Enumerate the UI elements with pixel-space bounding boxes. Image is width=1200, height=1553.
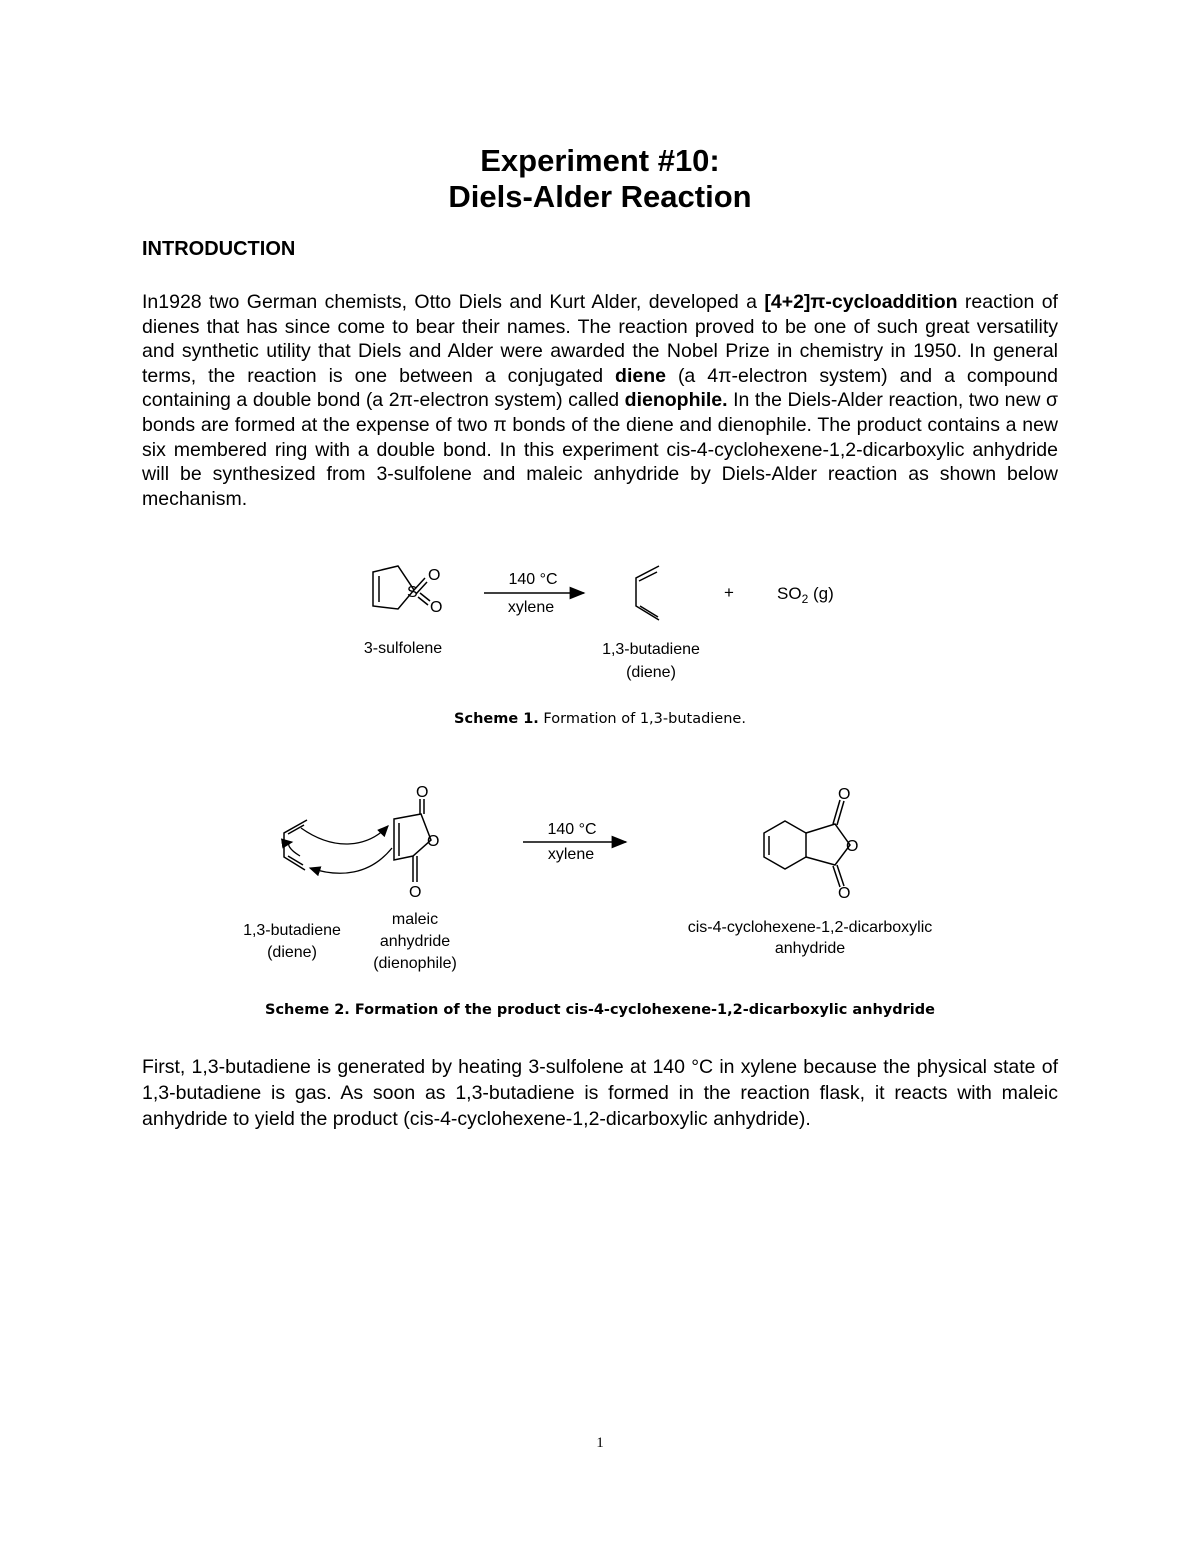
electron-flow-arrows: [289, 826, 392, 873]
page-number: 1: [596, 1435, 604, 1451]
scheme1-conditions-solvent: xylene: [507, 599, 555, 616]
document-title-line2: Diels-Alder Reaction: [448, 179, 752, 214]
intro-text-3: (a 4π-electron system) and a compound containing a double bond (a 2π-electron system) called: [142, 364, 1058, 412]
scheme1-caption-label: Scheme 1.: [454, 711, 539, 727]
closing-paragraph: First, 1,3-butadiene is generated by heating 3-sulfolene at 140 °C in xylene because the physical state of 1,3-butadiene is gas. As soon as 1,3-butadiene is formed in the reaction flask, it reacts with maleic anhydride to yield the product (cis-4-cyclohexene-1,2-dicarboxylic anhydride).: [142, 1056, 1058, 1130]
sulfolene-label: 3-sulfolene: [363, 640, 443, 657]
so2-subscript: 2: [801, 592, 809, 606]
sulfur-dioxide-formula: [777, 584, 834, 606]
maleic-atom-o-top: O: [416, 784, 429, 801]
intro-text-2: reaction of dienes that has since come to bear their names. The reaction proved to be one of such great versatility and synthetic utility that Diels and Alder were awarded the Nobel Prize in chemistry in 1950. In general terms, the reaction is one between a conjugated: [142, 291, 1058, 387]
product-label-2: anhydride: [774, 940, 846, 957]
diene-label-2: (diene): [267, 944, 317, 961]
dienophile-label-1: maleic: [391, 911, 439, 928]
diene-label-1: 1,3-butadiene: [243, 922, 341, 939]
sulfolene-atom-s: S: [407, 584, 418, 601]
sulfolene-atom-o-bottom: O: [430, 599, 443, 616]
intro-text-1: In1928 two German chemists, Otto Diels and Kurt Alder, developed a: [142, 291, 765, 313]
product-label-1: cis-4-cyclohexene-1,2-dicarboxylic: [687, 919, 933, 936]
dienophile-label-3: (dienophile): [373, 955, 457, 972]
butadiene-label-2: (diene): [626, 664, 676, 681]
so2-state: (g): [808, 584, 834, 603]
product-atom-o-ring: O: [846, 838, 859, 855]
scheme1-conditions-temp: 140 °C: [508, 571, 558, 588]
sulfolene-atom-o-top: O: [428, 567, 441, 584]
scheme1-caption: [0, 711, 1200, 727]
scheme2-caption: Scheme 2. Formation of the product cis-4-cyclohexene-1,2-dicarboxylic anhydride: [265, 1002, 935, 1018]
scheme1-caption-text: Formation of 1,3-butadiene.: [538, 711, 746, 727]
intro-bold-dienophile: dienophile.: [624, 389, 728, 412]
intro-text-4: In the Diels-Alder reaction, two new σ bonds are formed at the expense of two π bonds of the diene and dienophile. The product contains a new six membered ring with a double bond. In this experiment cis-4-cyclohexene-1,2-dicarboxylic anhydride will be synthesized from 3-sulfolene and maleic anhydride by Diels-Alder reaction as shown below mechanism.: [142, 389, 1058, 510]
scheme2-conditions-solvent: xylene: [547, 846, 595, 863]
maleic-anhydride-structure: [394, 799, 431, 882]
butadiene-label-1: 1,3-butadiene: [602, 641, 700, 658]
scheme1-plus: +: [724, 583, 734, 602]
document-title-line1: Experiment #10:: [480, 143, 720, 178]
dienophile-label-2: anhydride: [379, 933, 451, 950]
section-heading: INTRODUCTION: [142, 238, 296, 260]
maleic-atom-o-ring: O: [427, 833, 440, 850]
product-structure: [764, 800, 850, 887]
product-atom-o-top: O: [838, 786, 851, 803]
scheme2-conditions-temp: 140 °C: [547, 821, 597, 838]
product-atom-o-bottom: O: [838, 885, 851, 902]
intro-bold-diene: diene: [615, 364, 666, 387]
intro-bold-cycloaddition: [4+2]π-cycloaddition: [764, 291, 958, 313]
so2-symbol: SO: [777, 584, 802, 603]
butadiene-structure: [636, 566, 659, 620]
butadiene-scurve-structure: [284, 820, 307, 870]
sulfolene-structure: [373, 566, 430, 609]
maleic-atom-o-bottom: O: [409, 884, 422, 901]
